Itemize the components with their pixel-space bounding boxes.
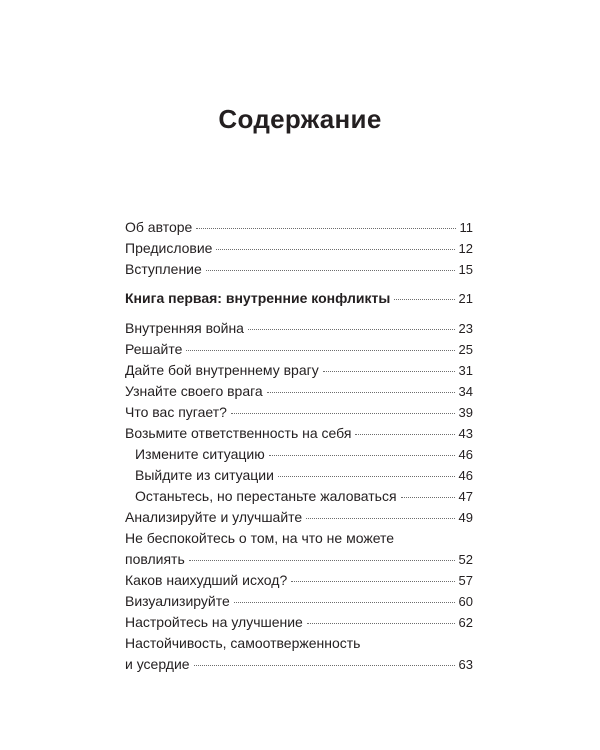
- toc-page-number: 49: [458, 510, 473, 525]
- toc-page-number: 21: [458, 291, 473, 306]
- toc-page-number: 46: [458, 468, 473, 483]
- toc-page-number: 25: [458, 342, 473, 357]
- toc-entry-title: Предисловие: [125, 240, 213, 256]
- toc-page-number: 63: [458, 657, 473, 672]
- toc-entry-dont-worry[interactable]: [125, 549, 473, 570]
- toc-entry-title: Об авторе: [125, 219, 193, 235]
- dot-leader: [189, 560, 455, 561]
- dot-leader: [401, 497, 455, 498]
- toc-page-number: 43: [458, 426, 473, 441]
- toc-page-number: 23: [458, 321, 473, 336]
- dot-leader: [307, 623, 455, 624]
- toc-entry-title: Вступление: [125, 261, 202, 277]
- toc-page-number: 60: [458, 594, 473, 609]
- dot-leader: [194, 665, 455, 666]
- toc-page-number: 39: [458, 405, 473, 420]
- toc-entry-persistence-line1[interactable]: [125, 633, 473, 654]
- toc-entry-persistence[interactable]: [125, 654, 473, 675]
- dot-leader: [306, 518, 454, 519]
- dot-leader: [196, 228, 455, 229]
- toc-entry-title: Каков наихудший исход?: [125, 572, 288, 588]
- toc-entry-fight-inner-enemy[interactable]: [125, 360, 473, 381]
- toc-entry-dont-worry-line1[interactable]: [125, 528, 473, 549]
- toc-page-number: 15: [458, 262, 473, 277]
- toc-page-number: 12: [458, 241, 473, 256]
- toc-page-number: 31: [458, 363, 473, 378]
- dot-leader: [248, 329, 455, 330]
- page-title: Содержание: [218, 104, 382, 134]
- dot-leader: [216, 249, 454, 250]
- dot-leader: [355, 434, 454, 435]
- dot-leader: [234, 602, 455, 603]
- toc-entry-title-line1: Не беспокойтесь о том, на что не можете: [125, 530, 395, 546]
- toc-part-heading[interactable]: [125, 288, 473, 309]
- toc-subentry-leave-situation[interactable]: [125, 465, 473, 486]
- toc-entry-title: Измените ситуацию: [135, 446, 265, 462]
- toc-entry-title: Дайте бой внутреннему врагу: [125, 362, 319, 378]
- dot-leader: [323, 371, 455, 372]
- toc-entry-title: Настройтесь на улучшение: [125, 614, 303, 630]
- toc-entry-title-line1: Настойчивость, самоотверженность: [125, 635, 361, 651]
- dot-leader: [394, 299, 454, 300]
- toc-entry-title: Решайте: [125, 341, 183, 357]
- toc-subentry-stay-stop-complaining[interactable]: [125, 486, 473, 507]
- dot-leader: [186, 350, 454, 351]
- toc-entry-title: и усердие: [125, 656, 190, 672]
- dot-leader: [231, 413, 455, 414]
- toc-entry-visualize[interactable]: [125, 591, 473, 612]
- toc-entry-know-your-enemy[interactable]: [125, 381, 473, 402]
- table-of-contents: [125, 217, 473, 675]
- toc-entry-title: Узнайте своего врага: [125, 383, 263, 399]
- toc-entry-title: повлиять: [125, 551, 185, 567]
- toc-entry-title: Анализируйте и улучшайте: [125, 509, 303, 525]
- toc-page-number: 52: [458, 552, 473, 567]
- toc-entry-preface[interactable]: [125, 238, 473, 259]
- dot-leader: [267, 392, 455, 393]
- toc-entry-tune-improvement[interactable]: [125, 612, 473, 633]
- toc-page-number: 47: [458, 489, 473, 504]
- dot-leader: [291, 581, 454, 582]
- toc-entry-introduction[interactable]: [125, 259, 473, 280]
- dot-leader: [269, 455, 455, 456]
- toc-entry-title: Внутренняя война: [125, 320, 244, 336]
- toc-entry-title: Возьмите ответственность на себя: [125, 425, 352, 441]
- toc-entry-worst-outcome[interactable]: [125, 570, 473, 591]
- toc-entry-take-responsibility[interactable]: [125, 423, 473, 444]
- toc-entry-what-scares-you[interactable]: [125, 402, 473, 423]
- toc-page-number: 62: [458, 615, 473, 630]
- toc-entry-about-author[interactable]: [125, 217, 473, 238]
- toc-entry-analyze-improve[interactable]: [125, 507, 473, 528]
- toc-entry-title: Что вас пугает?: [125, 404, 227, 420]
- toc-page-number: 11: [459, 220, 473, 235]
- toc-entry-title: Визуализируйте: [125, 593, 230, 609]
- dot-leader: [206, 270, 455, 271]
- toc-page-number: 57: [458, 573, 473, 588]
- toc-page-number: 46: [458, 447, 473, 462]
- dot-leader: [278, 476, 455, 477]
- toc-subentry-change-situation[interactable]: [125, 444, 473, 465]
- toc-page-number: 34: [458, 384, 473, 399]
- toc-entry-decide[interactable]: [125, 339, 473, 360]
- toc-entry-title: Выйдите из ситуации: [135, 467, 274, 483]
- toc-entry-title: Останьтесь, но перестаньте жаловаться: [135, 488, 397, 504]
- toc-entry-inner-war[interactable]: [125, 318, 473, 339]
- toc-part-title: Книга первая: внутренние конфликты: [125, 290, 391, 306]
